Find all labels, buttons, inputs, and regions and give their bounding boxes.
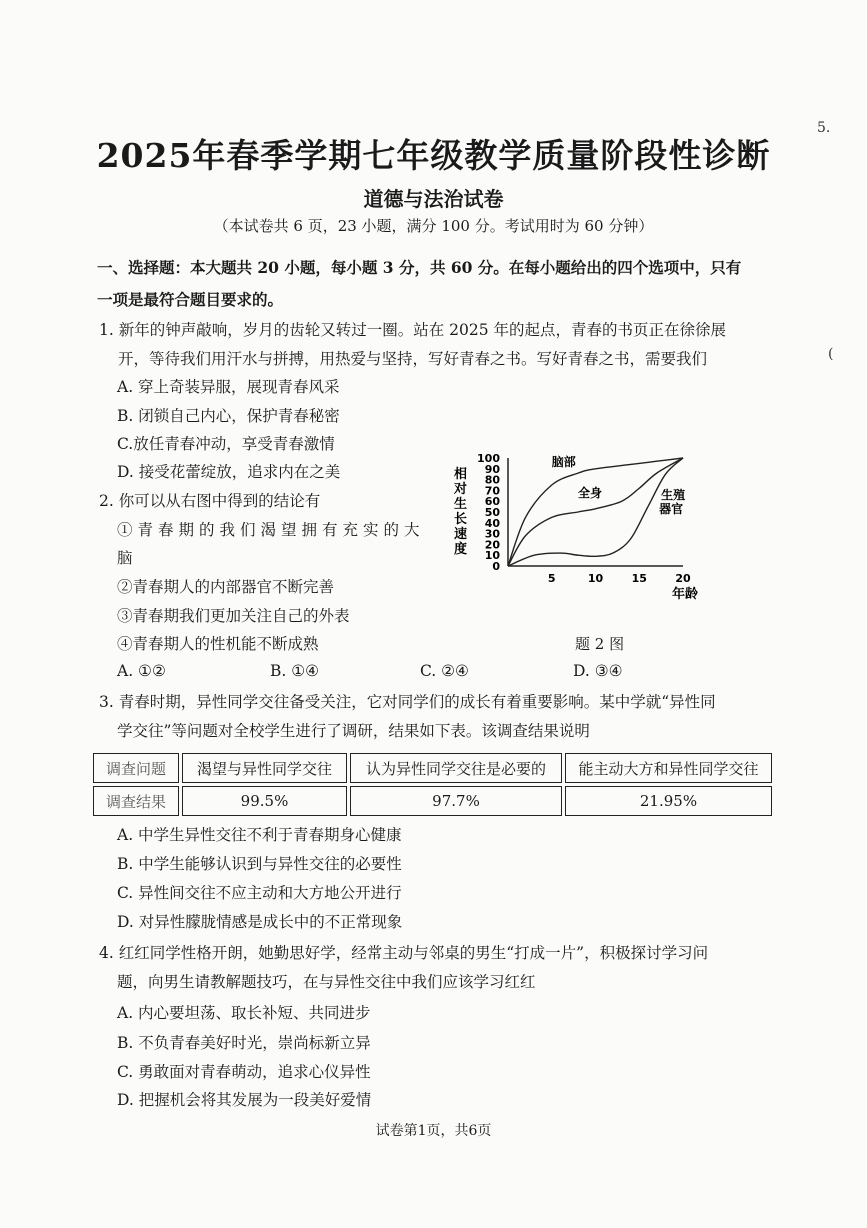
x-axis-label: 年龄 [671, 587, 699, 602]
margin-mark: ( [828, 346, 834, 362]
q4-stem-line2: 题，向男生请教解题技巧，在与异性交往中我们应该学习红红 [117, 973, 536, 991]
y-axis-label-char: 对 [454, 482, 468, 497]
table-cell: 99.5% [182, 786, 347, 816]
y-tick-label: 70 [484, 484, 500, 498]
table-cell: 渴望与异性同学交往 [182, 753, 347, 783]
series-label: 器官 [659, 502, 684, 517]
section-heading-line2: 一项是最符合题目要求的。 [97, 290, 284, 309]
y-tick-label: 30 [484, 527, 500, 541]
growth-chart [440, 448, 730, 603]
y-axis-label [453, 466, 467, 557]
q2-statement-1-cont: 脑 [117, 549, 133, 567]
table-row-header: 调查问题 [93, 753, 179, 783]
q3-option-b: B. 中学生能够认识到与异性交往的必要性 [117, 855, 402, 873]
q3-stem-line2: 学交往”等问题对全校学生进行了调研，结果如下表。该调查结果说明 [117, 722, 590, 740]
x-tick-label: 5 [547, 572, 556, 585]
margin-number: 5. [817, 120, 831, 136]
q1-option-a: A. 穿上奇装异服，展现青春风采 [117, 378, 340, 396]
q3-option-c: C. 异性间交往不应主动和大方地公开进行 [117, 884, 402, 902]
section-heading-line1: 一、选择题：本大题共 20 小题，每小题 3 分，共 60 分。在每小题给出的四个选项中，只有 [97, 258, 742, 277]
y-tick-label: 0 [492, 560, 500, 573]
y-axis-label-char: 长 [454, 512, 468, 527]
exam-title: 2025年春季学期七年级教学质量阶段性诊断 [96, 136, 771, 175]
q3-option-a: A. 中学生异性交往不利于青春期身心健康 [117, 826, 402, 844]
table-row [93, 753, 772, 783]
series-label: 脑部 [551, 455, 576, 469]
y-axis-label-char: 相 [454, 467, 468, 482]
q3-option-d: D. 对异性朦胧情感是成长中的不正常现象 [117, 913, 403, 931]
q4-option-c: C. 勇敢面对青春萌动，追求心仪异性 [117, 1063, 371, 1081]
q2-statement-1: ①青春期的我们渴望拥有充实的大 [117, 521, 425, 539]
q4-option-b: B. 不负青春美好时光，崇尚标新立异 [117, 1034, 371, 1052]
x-tick-label: 10 [587, 572, 604, 585]
y-axis-label-char: 生 [454, 497, 468, 512]
y-tick-label: 100 [477, 452, 500, 465]
y-tick-label: 80 [484, 473, 500, 487]
q3-stem-line1: 3. 青春时期，异性同学交往备受关注，它对同学们的成长有着重要影响。某中学就“异性同 [99, 693, 716, 711]
table-cell: 能主动大方和异性同学交往 [565, 753, 772, 783]
q4-option-d: D. 把握机会将其发展为一段美好爱情 [117, 1091, 372, 1109]
q2-option-a: A. ①② [117, 662, 166, 680]
series-label: 全身 [578, 485, 603, 500]
exam-subtitle: 道德与法治试卷 [363, 187, 504, 211]
table-cell: 21.95% [565, 786, 772, 816]
y-tick-label: 40 [484, 516, 500, 530]
table-cell: 认为异性同学交往是必要的 [350, 753, 562, 783]
q1-stem-line1: 1. 新年的钟声敲响，岁月的齿轮又转过一圈。站在 2025 年的起点，青春的书页正在徐徐展 [99, 321, 727, 339]
q2-option-d: D. ③④ [573, 662, 623, 680]
y-tick-label: 50 [484, 506, 500, 519]
y-tick-label: 90 [484, 462, 500, 476]
table-row-header: 调查结果 [93, 786, 179, 816]
q1-stem-line2: 开，等待我们用汗水与拼搏，用热爱与坚持，写好青春之书。写好青春之书，需要我们 [118, 350, 708, 368]
q4-option-a: A. 内心要坦荡、取长补短、共同进步 [117, 1004, 371, 1022]
series-line [508, 458, 686, 566]
q2-option-b: B. ①④ [270, 662, 320, 680]
survey-table [90, 750, 775, 819]
y-tick-label: 60 [484, 495, 500, 509]
q2-statement-4: ④青春期人的性机能不断成熟 [117, 635, 319, 653]
y-tick-label: 10 [484, 549, 500, 563]
figure-caption: 题 2 图 [575, 635, 625, 653]
q4-stem-line1: 4. 红红同学性格开朗，她勤思好学，经常主动与邻桌的男生“打成一片”，积极探讨学习问 [99, 944, 709, 962]
table-cell: 97.7% [350, 786, 562, 816]
y-tick-label: 20 [484, 538, 500, 552]
q2-statement-3: ③青春期我们更加关注自己的外表 [117, 607, 350, 625]
q1-option-d: D. 接受花蕾绽放，追求内在之美 [117, 463, 341, 481]
y-axis-label-char: 度 [454, 542, 468, 557]
page-footer: 试卷第1页，共6页 [375, 1123, 492, 1139]
series-label: 生殖 [661, 488, 686, 503]
x-tick-label: 20 [675, 572, 691, 585]
q2-stem: 2. 你可以从右图中得到的结论有 [99, 492, 321, 510]
q2-statement-2: ②青春期人的内部器官不断完善 [117, 578, 335, 596]
exam-note: （本试卷共 6 页，23 小题，满分 100 分。考试用时为 60 分钟） [213, 217, 654, 235]
x-tick-label: 15 [631, 572, 647, 585]
q1-option-c: C.放任青春冲动，享受青春激情 [117, 435, 335, 453]
table-row [93, 786, 772, 816]
y-axis-label-char: 速 [454, 527, 468, 542]
series-line [508, 458, 686, 566]
series-line [508, 458, 686, 566]
q1-option-b: B. 闭锁自己内心，保护青春秘密 [117, 407, 340, 425]
q2-option-c: C. ②④ [420, 662, 469, 680]
